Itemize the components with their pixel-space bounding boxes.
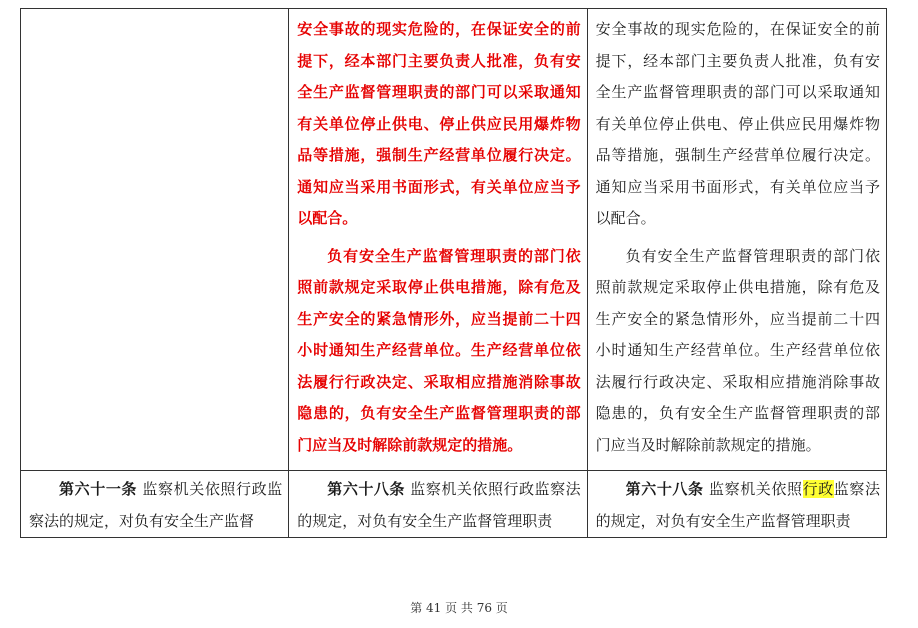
article-number: 第六十八条 xyxy=(327,480,405,498)
article-number: 第六十八条 xyxy=(625,480,704,498)
table-row xyxy=(21,9,887,471)
old-article-cell xyxy=(21,471,289,538)
new-article-cell xyxy=(587,471,886,538)
comparison-table xyxy=(20,8,887,538)
old-text-content xyxy=(21,9,288,14)
article-text: 监察法的规定，对负有安全生产监督管理职责 xyxy=(595,480,880,530)
article-text: 监察机关依照 xyxy=(709,480,803,498)
article-text: 监察机关依照行政监察法的规定，对负有安全生产监督管理职责 xyxy=(297,480,581,530)
new-paragraph: 安全事故的现实危险的，在保证安全的前提下，经本部门主要负责人批准，负有安全生产监督管理职责的部门可以采取通知有关单位停止供电、停止供应民用爆炸物品等措施，强制生产经营单位履行决定。通知应当采用书面形式，有关单位应当予以配合。 xyxy=(595,20,880,227)
new-paragraph: 负有安全生产监督管理职责的部门依照前款规定采取停止供电措施，除有危及生产安全的紧急情形外，应当提前二十四小时通知生产经营单位。生产经营单位依法履行行政决定、采取相应措施消除事故隐患的，负有安全生产监督管理职责的部门应当及时解除前款规定的措施。 xyxy=(595,246,880,454)
article-text: 监察机关依照行政监察法的规定，对负有安全生产监督 xyxy=(29,480,283,530)
draft-paragraph: 安全事故的现实危险的，在保证安全的前提下，经本部门主要负责人批准，负有安全生产监督管理职责的部门可以采取通知有关单位停止供电、停止供应民用爆炸物品等措施，强制生产经营单位履行决定。通知应当采用书面形式，有关单位应当予以配合。 xyxy=(297,20,581,227)
old-text-cell-empty xyxy=(21,9,289,471)
highlighted-text: 行政 xyxy=(802,480,834,498)
draft-paragraph: 负有安全生产监督管理职责的部门依照前款规定采取停止供电措施，除有危及生产安全的紧急情形外，应当提前二十四小时通知生产经营单位。生产经营单位依法履行行政决定、采取相应措施消除事故隐患的，负有安全生产监督管理职责的部门应当及时解除前款规定的措施。 xyxy=(297,246,581,454)
article-number: 第六十一条 xyxy=(59,480,138,498)
table-row xyxy=(21,471,887,538)
new-article-paragraph xyxy=(596,474,880,537)
new-text-cell xyxy=(587,9,886,471)
draft-article-cell xyxy=(289,471,587,538)
draft-article-paragraph xyxy=(297,474,580,537)
old-article-paragraph xyxy=(29,474,282,537)
page-number: 第 41 页 共 76 页 xyxy=(410,601,508,615)
draft-text-cell xyxy=(289,9,587,471)
